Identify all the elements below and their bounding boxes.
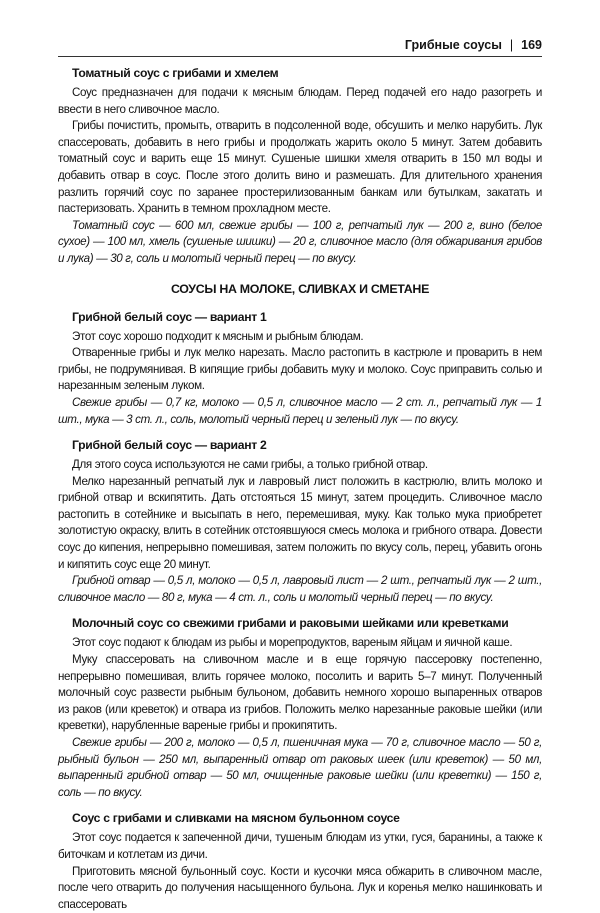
paragraph: Этот соус хорошо подходит к мясным и рыбным блюдам. [72, 329, 364, 343]
recipe-tomato-hops [58, 65, 542, 268]
recipe-title: Грибной белый соус — вариант 1 [72, 309, 267, 324]
recipe-milk-crayfish [58, 615, 542, 801]
paragraph: Грибы почистить, промыть, отварить в подсоленной воде, обсушить и мелко нарубить. Лук спассеровать, добавить в него грибы и продолжать жарить около 5 минут. Затем добавить томатный соус и варить еще 15 минут. Сушеные шишки хмеля отварить в 150 мл воды и добавить отвар в соус. После этого долить вино и размешать. Для длительного хранения разлить горячий соус по заранее простерилизованным банкам или бутылкам, закатать и пастеризовать. Хранить в темном прохладном месте. [58, 119, 542, 216]
recipe-white-sauce-1 [58, 309, 542, 429]
ingredients: Томатный соус — 600 мл, свежие грибы — 100 г, репчатый лук — 200 г, вино (белое сухое) — 100 мл, хмель (сушеные шишки) — 20 г, сливочное масло (для обжаривания грибов и лука) — 30 г, соль и молотый черный перец — по вкусу. [58, 218, 542, 265]
ingredients: Грибной отвар — 0,5 л, молоко — 0,5 л, лавровый лист — 2 шт., репчатый лук — 2 шт., сливочное масло — 80 г, мука — 4 ст. л., соль и молотый черный перец — по вкусу. [58, 574, 542, 604]
header-rule [58, 56, 542, 57]
paragraph: Этот соус подают к блюдам из рыбы и морепродуктов, вареным яйцам и яичной каше. [72, 636, 513, 650]
paragraph: Приготовить мясной бульонный соус. Кости и кусочки мяса обжарить в сливочном масле, после чего отварить до получения насыщенного бульона. Лук и коренья мелко нашинковать и спассеровать [58, 864, 542, 911]
running-header [405, 36, 542, 54]
paragraph: Мелко нарезанный репчатый лук и лавровый лист положить в кастрюлю, влить молоко и грибной отвар и вскипятить. Дать отстояться 15 минут, затем процедить. Сливочное масло растопить в сотейнике и высыпать в него, перемешивая, муку. Как только мука приобретет золотистую окраску, влить в сотейник отстоявшуюся смесь молока и грибного отвара. Довести соус до кипения, непрерывно помешивая, затем положить по вкусу соль, перец, убавить огонь и кипятить соус еще 20 минут. [58, 474, 542, 571]
header-separator: | [509, 38, 514, 52]
section-heading: СОУСЫ НА МОЛОКЕ, СЛИВКАХ И СМЕТАНЕ [170, 281, 430, 296]
recipe-title: Томатный соус с грибами и хмелем [72, 66, 279, 80]
paragraph: Этот соус подается к запеченной дичи, тушеным блюдам из утки, гуся, баранины, а также к биточкам и котлетам из дичи. [58, 831, 542, 861]
recipe-title: Грибной белый соус — вариант 2 [72, 438, 267, 453]
recipe-cream-broth [58, 810, 542, 913]
ingredients: Свежие грибы — 0,7 кг, молоко — 0,5 л, сливочное масло — 2 ст. л., репчатый лук — 1 шт., мука — 3 ст. л., соль, молотый черный перец и зеленый лук — по вкусу. [58, 395, 542, 426]
paragraph: Соус предназначен для подачи к мясным блюдам. Перед подачей его надо разогреть и ввести в него сливочное масло. [58, 86, 542, 116]
recipe-title: Соус с грибами и сливками на мясном бульонном соусе [72, 811, 400, 826]
paragraph: Для этого соуса используются не сами грибы, а только грибной отвар. [72, 458, 428, 472]
paragraph: Муку спассеровать на сливочном масле и в еще горячую пассеровку постепенно, непрерывно помешивая, влить горячее молоко, посолить и варить 5–7 минут. Полученный молочный соус развести рыбным бульоном, добавить немного хорошо выпаренных отваров из раков (или креветок) и отвара из грибов. Положить мелко нарезанные раковые шейки (или креветки), нарубленные вареные грибы и прокипятить. [58, 653, 542, 733]
section-title: Грибные соусы [404, 38, 502, 52]
ingredients: Свежие грибы — 200 г, молоко — 0,5 л, пшеничная мука — 70 г, сливочное масло — 50 г, рыбный бульон — 250 мл, выпаренный отвар от раковых шеек (или креветок) — 50 мл, выпаренный грибной отвар — 50 мл, очищенные раковые шейки (или креветки) — 150 г, соль — по вкусу. [58, 736, 542, 799]
recipe-white-sauce-2 [58, 437, 542, 606]
paragraph: Отваренные грибы и лук мелко нарезать. Масло растопить в кастрюле и проварить в нем грибы, не подрумянивая. В кипящие грибы добавить муку и молоко. Соус приправить солью и нарезанным зеленым луком. [58, 346, 542, 393]
page-number: 169 [521, 38, 542, 52]
recipe-title: Молочный соус со свежими грибами и раковыми шейками или креветками [72, 616, 509, 631]
page-body [58, 65, 542, 913]
